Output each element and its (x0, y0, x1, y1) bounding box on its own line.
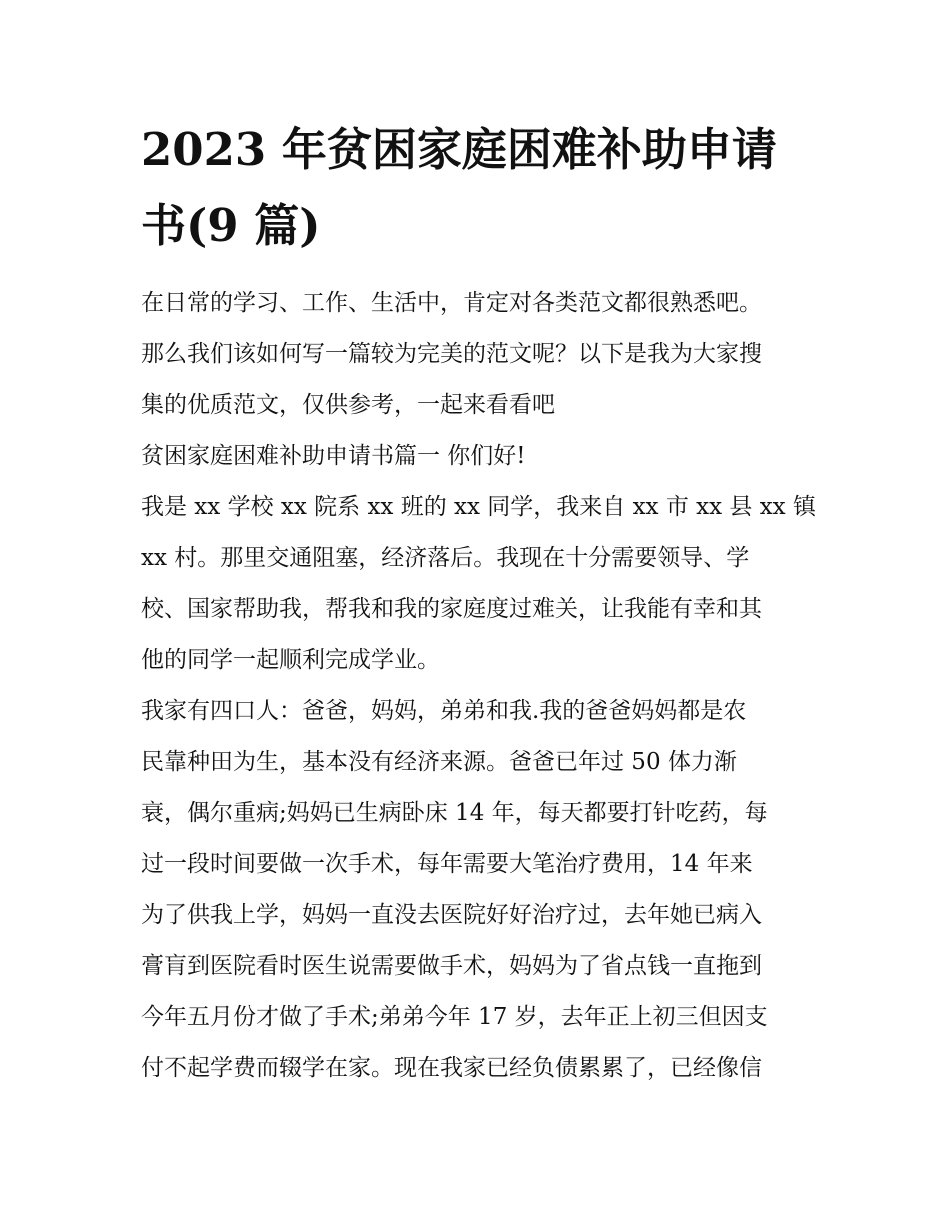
document-body (141, 278, 821, 1094)
title-line: 2023 年贫困家庭困难补助申请 (141, 123, 777, 176)
body-line: 膏肓到医院看时医生说需要做手术，妈妈为了省点钱一直拖到 (141, 953, 762, 979)
body-line: 付不起学费而辍学在家。现在我家已经负债累累了，已经像信 (141, 1055, 762, 1081)
body-line: 衰，偶尔重病;妈妈已生病卧床 14 年，每天都要打针吃药，每 (141, 800, 768, 826)
document-title (141, 112, 821, 264)
body-line: xx 村。那里交通阻塞，经济落后。我现在十分需要领导、学 (141, 545, 750, 571)
body-line: 他的同学一起顺利完成学业。 (141, 647, 440, 673)
body-line: 集的优质范文，仅供参考，一起来看看吧 (141, 392, 555, 418)
title-line: 书(9 篇) (141, 199, 321, 252)
body-line: 民靠种田为生，基本没有经济来源。爸爸已年过 50 体力渐 (141, 749, 737, 775)
body-line: 我家有四口人：爸爸，妈妈，弟弟和我.我的爸爸妈妈都是农 (141, 698, 747, 724)
body-line: 为了供我上学，妈妈一直没去医院好好治疗过，去年她已病入 (141, 902, 762, 928)
body-line: 我是 xx 学校 xx 院系 xx 班的 xx 同学，我来自 xx 市 xx 县 xx 镇 (141, 494, 816, 520)
section-heading-line: 贫困家庭困难补助申请书篇一 你们好! (141, 443, 526, 469)
body-line: 今年五月份才做了手术;弟弟今年 17 岁，去年正上初三但因支 (141, 1004, 768, 1030)
body-line: 在日常的学习、工作、生活中，肯定对各类范文都很熟悉吧。 (141, 290, 762, 316)
body-line: 那么我们该如何写一篇较为完美的范文呢？以下是我为大家搜 (141, 341, 762, 367)
body-line: 过一段时间要做一次手术，每年需要大笔治疗费用，14 年来 (141, 851, 753, 877)
body-line: 校、国家帮助我，帮我和我的家庭度过难关，让我能有幸和其 (141, 596, 762, 622)
